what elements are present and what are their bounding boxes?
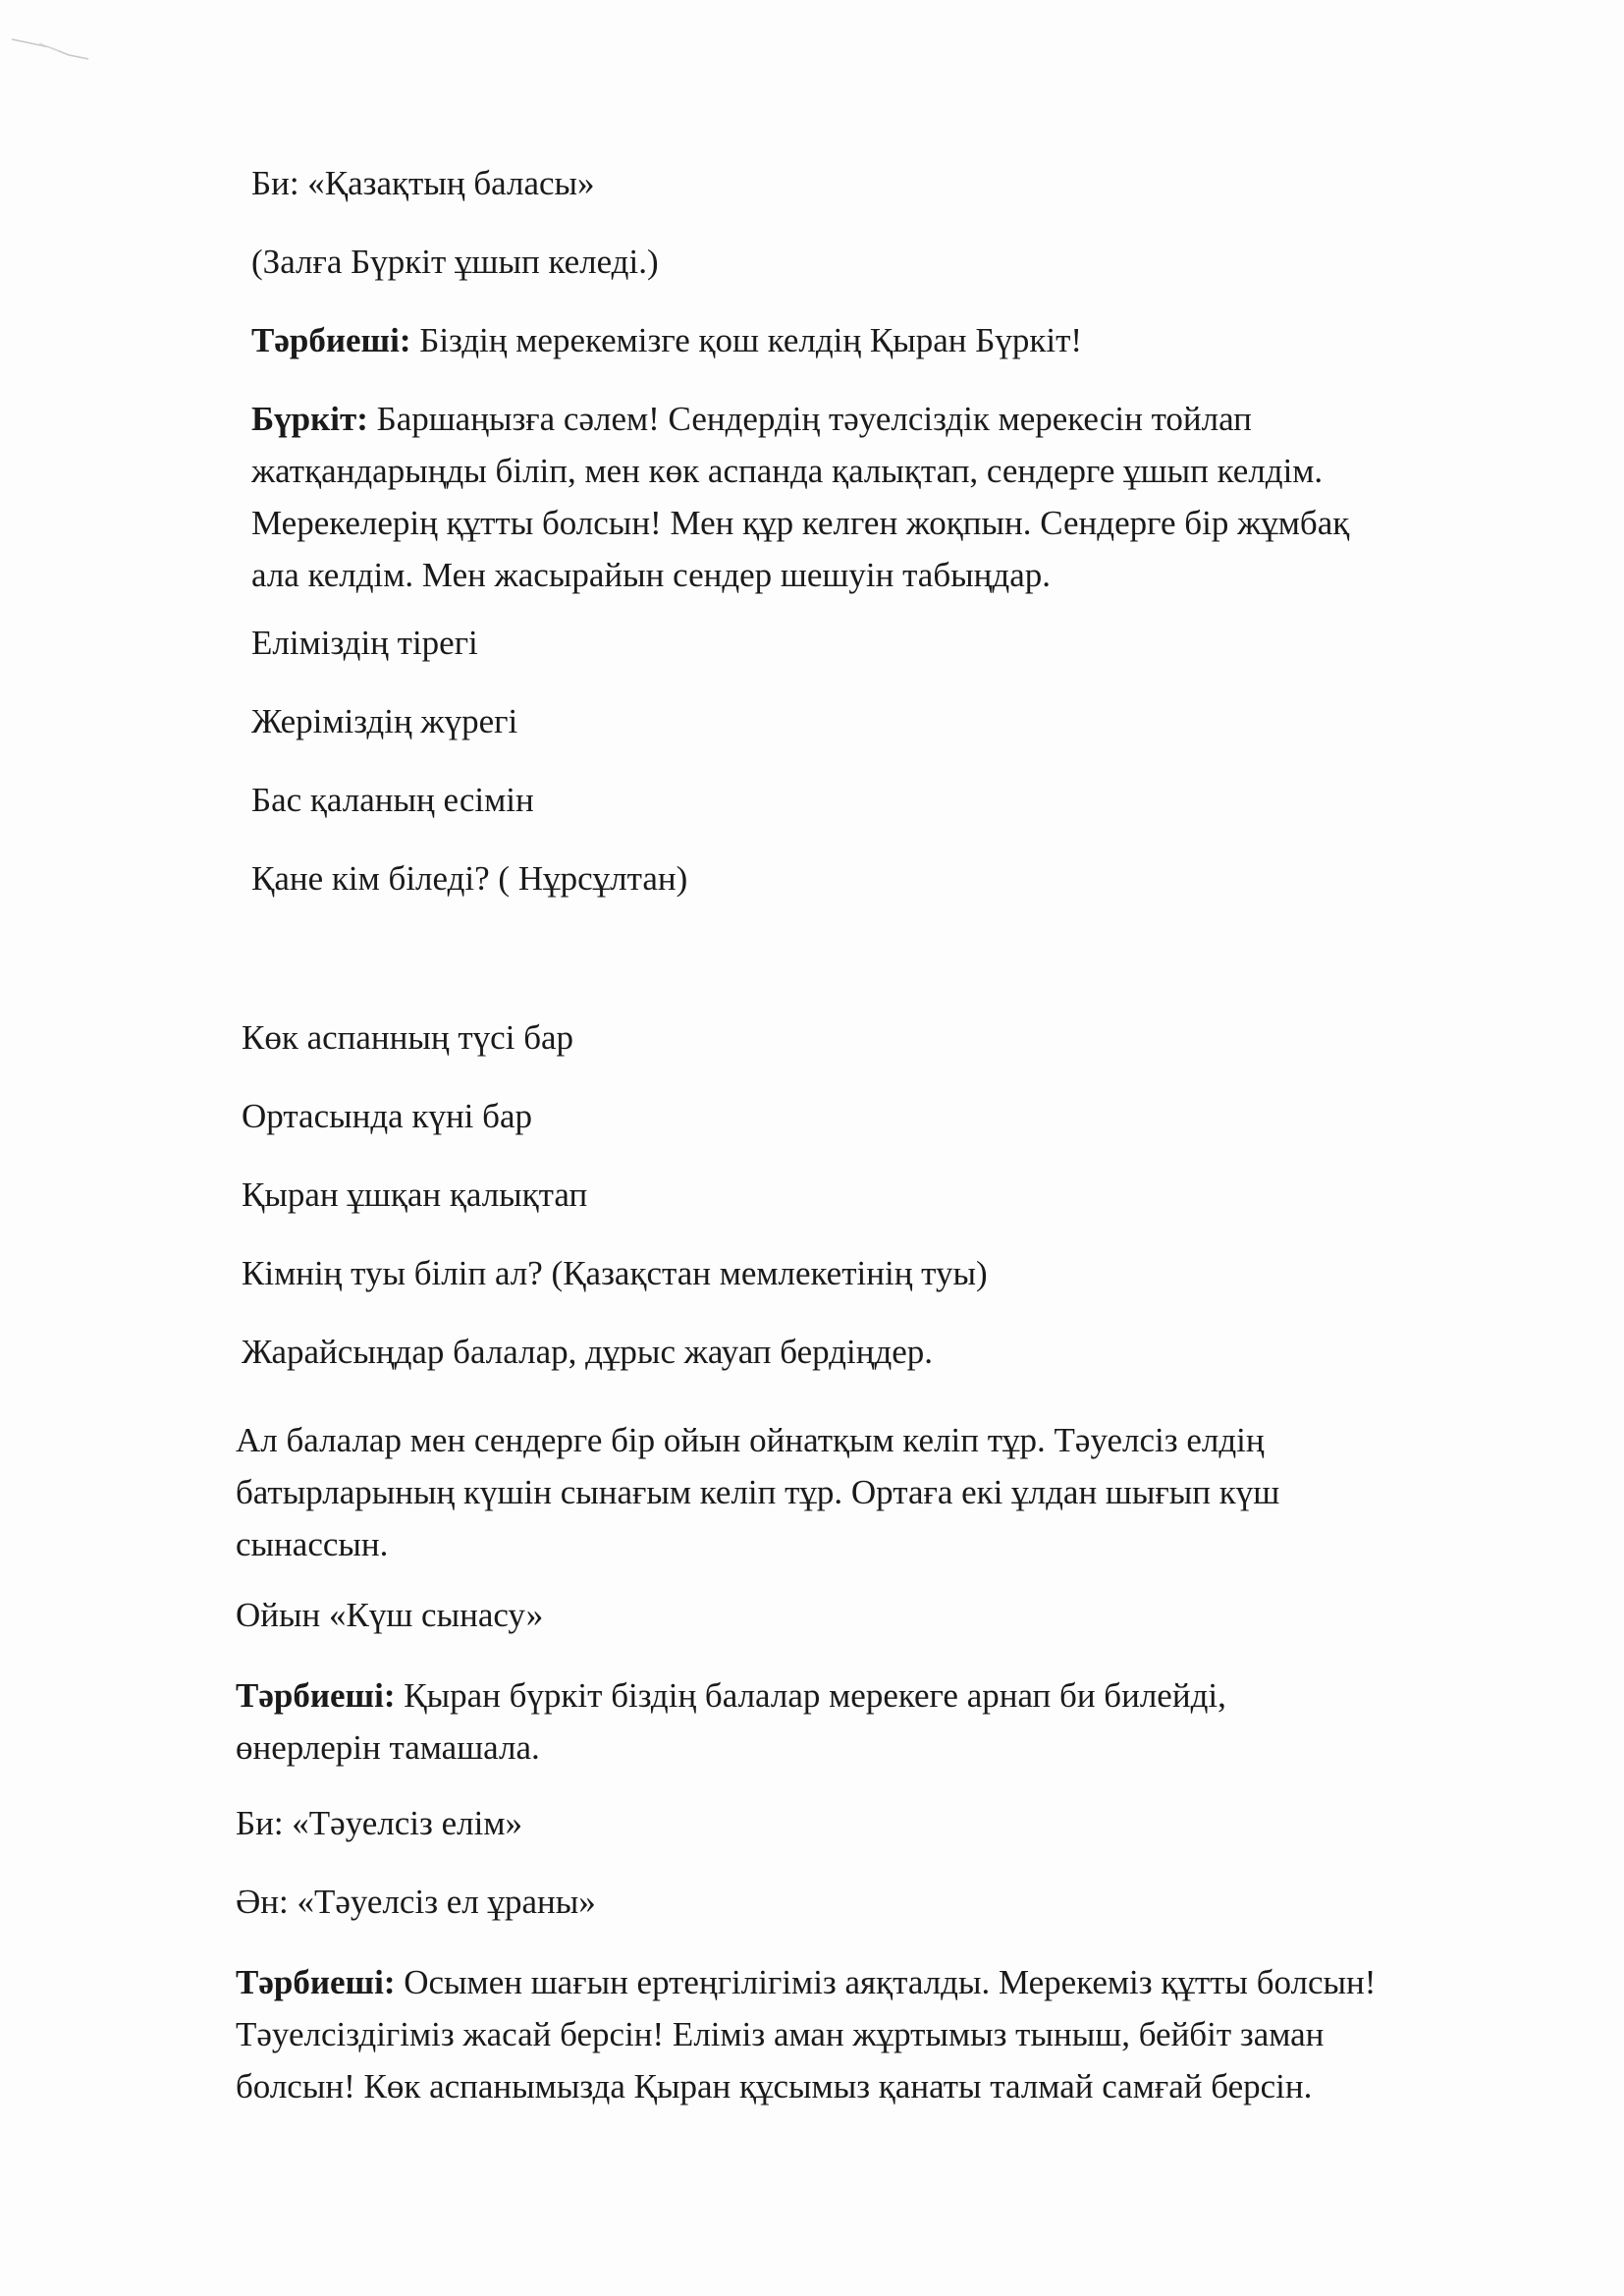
riddle-line: Жеріміздің жүрегі [251,702,518,740]
game-intro: Ал балалар мен сендерге бір ойын ойнатқым келіп тұр. Тәуелсіз елдің батырларының күшін сынағым келіп тұр. Ортаға екі ұлдан шығып күш сынассын. [236,1421,1280,1563]
speaker-label: Тәрбиеші: [236,1963,396,2001]
speaker-label: Бүркіт: [251,400,368,438]
teacher-greeting: Тәрбиеші: Біздің мерекемізге қош келдің Қыран Бүркіт! [251,321,1083,359]
riddle-line: Қыран ұшқан қалықтап [242,1175,588,1214]
riddle-answer-line: Қане кім біледі? ( Нұрсұлтан) [251,859,688,898]
riddle-line: Бас қаланың есімін [251,781,534,819]
game-title: Ойын «Күш сынасу» [236,1596,544,1634]
dance-title-1: Би: «Қазақтың баласы» [251,164,595,202]
praise-line: Жарайсыңдар балалар, дұрыс жауап бердіңдер. [242,1333,934,1371]
riddle-line: Көк аспанның түсі бар [242,1018,574,1057]
riddle-answer-line: Кімнің туы біліп ал? (Қазақстан мемлекетінің туы) [242,1254,988,1292]
dance-title-2: Би: «Тәуелсіз елім» [236,1804,522,1842]
teacher-closing: Тәрбиеші: Осымен шағын ертеңгілігіміз аяқталды. Мерекеміз құтты болсын! Тәуелсіздігіміз жасай берсін! Еліміз аман жұртымыз тыныш, бейбіт заман болсын! Көк аспанымызда Қыран құсымыз қанаты талмай самғай берсін. [236,1963,1377,2105]
scan-artifact-icon [10,29,108,69]
teacher-dance-intro: Тәрбиеші: Қыран бүркіт біздің балалар мерекеге арнап би билейді, өнерлерін тамашала. [236,1676,1226,1767]
speaker-label: Тәрбиеші: [251,321,411,359]
stage-direction: (Залға Бүркіт ұшып келеді.) [251,243,659,281]
song-title: Ән: «Тәуелсіз ел ұраны» [236,1883,596,1921]
eagle-speech: Бүркіт: Баршаңызға сәлем! Сендердің тәуелсіздік мерекесін тойлап жатқандарыңды біліп, мен көк аспанда қалықтап, сендерге ұшып келдім. Мерекелерің құтты болсын! Мен құр келген жоқпын. Сендерге бір жұмбақ ала келдім. Мен жасырайын сендер шешуін табыңдар. [251,400,1350,594]
riddle-line: Ортасында күні бар [242,1097,532,1135]
riddle-line: Еліміздің тірегі [251,624,478,662]
speaker-label: Тәрбиеші: [236,1676,396,1715]
